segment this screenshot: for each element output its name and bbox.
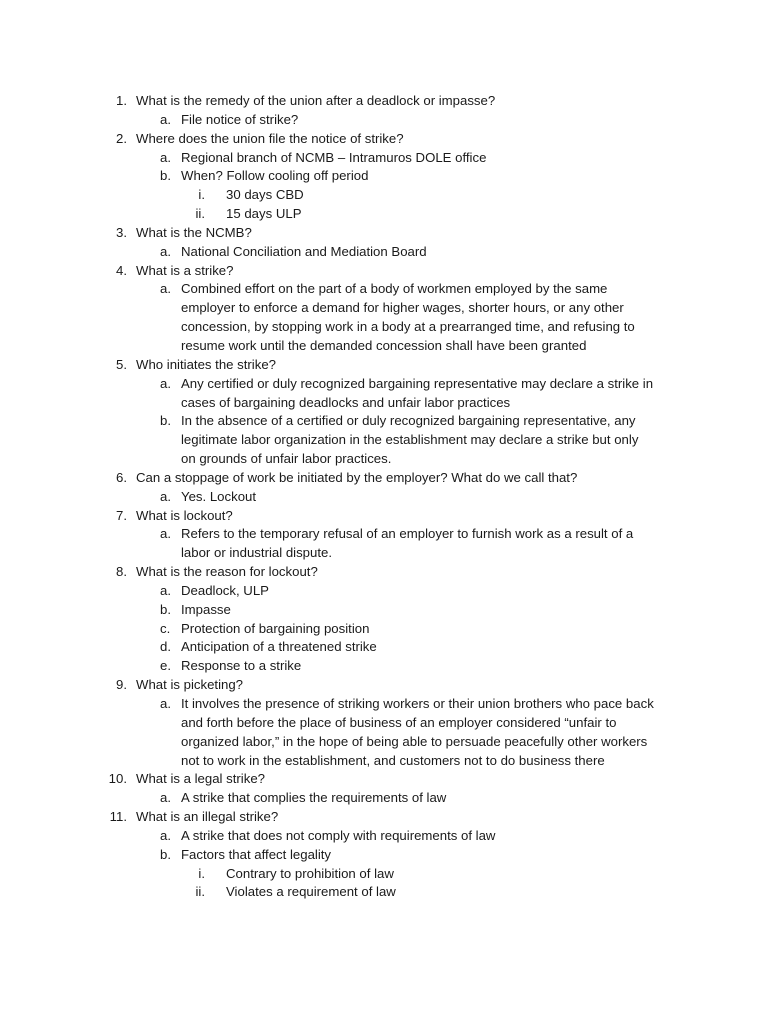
answer-text: It involves the presence of striking workers or their union brothers who pace back [181,696,654,711]
question-text: What is an illegal strike? [136,809,279,825]
answer-text: Response to a strike [181,658,302,674]
question-text: What is the reason for lockout? [136,564,318,580]
answer-text: not to work in the establishment, and customers not to do business there [181,752,605,768]
answer-text: Protection of bargaining position [181,620,370,636]
sub-marker: i. [198,865,205,881]
answer-continuation [0,299,768,318]
answer-continuation [0,752,768,771]
answer-marker: b. [160,601,171,617]
answer-continuation [0,733,768,752]
answer-marker: a. [160,827,171,843]
answer-item [0,167,768,186]
question-item [0,507,768,526]
question-text: What is lockout? [136,507,233,523]
question-text: What is the remedy of the union after a deadlock or impasse? [136,93,496,108]
answer-text: In the absence of a certified or duly recognized bargaining representative, any [181,413,636,429]
answer-item [0,375,768,394]
answer-marker: a. [160,582,171,598]
answer-marker: a. [160,790,171,806]
answer-text: When? Follow cooling off period [181,168,369,184]
sub-item [0,865,768,884]
answer-marker: a. [160,375,171,391]
question-item [0,770,768,789]
sub-item [0,205,768,224]
question-item [0,130,768,149]
question-number: 1. [116,93,127,108]
answer-text: Anticipation of a threatened strike [181,639,377,655]
answer-text: A strike that complies the requirements of law [181,790,447,806]
answer-marker: a. [160,281,171,297]
answer-continuation [0,318,768,337]
question-item [0,262,768,281]
question-list [0,92,768,902]
answer-text: Yes. Lockout [181,488,257,504]
answer-text: resume work until the demanded concession shall have been granted [181,337,587,353]
question-text: What is picketing? [136,677,244,693]
answer-item [0,111,768,130]
question-number: 11. [109,809,127,825]
answer-text: Any certified or duly recognized bargaining representative may declare a strike in [181,375,654,391]
answer-marker: a. [160,149,171,165]
answer-text: on grounds of unfair labor practices. [181,451,392,467]
question-text: What is a strike? [136,262,234,278]
question-number: 7. [116,507,127,523]
answer-marker: e. [160,658,171,674]
question-text: Who initiates the strike? [136,356,276,372]
question-number: 3. [116,224,127,240]
question-text: What is the NCMB? [136,224,252,240]
answer-marker: d. [160,639,171,655]
question-number: 6. [116,469,127,485]
answer-text: employer to enforce a demand for higher wages, shorter hours, or any other [181,300,624,316]
sub-text: 15 days ULP [226,206,302,222]
answer-marker: a. [160,111,171,127]
answer-item [0,827,768,846]
sub-text: 30 days CBD [226,187,304,203]
answer-text: File notice of strike? [181,111,299,127]
answer-text: cases of bargaining deadlocks and unfair labor practices [181,394,511,410]
answer-item [0,149,768,168]
answer-item [0,412,768,431]
question-item [0,224,768,243]
answer-item [0,582,768,601]
sub-item [0,883,768,902]
answer-marker: b. [160,846,171,862]
question-text: Where does the union file the notice of strike? [136,130,404,146]
question-item [0,356,768,375]
sub-text: Violates a requirement of law [226,884,396,900]
answer-marker: c. [160,620,171,636]
answer-marker: b. [160,413,171,429]
answer-text: Refers to the temporary refusal of an employer to furnish work as a result of a [181,526,634,542]
answer-item [0,657,768,676]
question-item [0,563,768,582]
answer-continuation [0,714,768,733]
answer-item [0,601,768,620]
answer-text: Impasse [181,601,231,617]
answer-text: labor or industrial dispute. [181,545,333,561]
answer-continuation [0,544,768,563]
sub-marker: i. [198,187,205,203]
answer-text: A strike that does not comply with requirements of law [181,827,496,843]
question-number: 2. [116,130,127,146]
answer-item [0,789,768,808]
question-text: What is a legal strike? [136,771,265,787]
answer-marker: b. [160,168,171,184]
sub-text: Contrary to prohibition of law [226,865,394,881]
question-number: 5. [116,356,127,372]
question-item [0,469,768,488]
answer-text: and forth before the place of business of an employer considered “unfair to [181,714,617,730]
answer-marker: a. [160,526,171,542]
sub-marker: ii. [195,206,205,222]
answer-item [0,243,768,262]
question-item [0,676,768,695]
answer-continuation [0,431,768,450]
answer-text: concession, by stopping work in a body at a prearranged time, and refusing to [181,319,635,335]
question-item [0,92,768,111]
question-number: 9. [116,677,127,693]
answer-item [0,695,768,714]
answer-item [0,488,768,507]
answer-item [0,638,768,657]
question-item [0,808,768,827]
answer-text: Factors that affect legality [181,846,332,862]
answer-item [0,846,768,865]
answer-marker: a. [160,696,171,711]
answer-continuation [0,450,768,469]
answer-text: Deadlock, ULP [181,582,269,598]
answer-marker: a. [160,243,171,259]
answer-text: organized labor,” in the hope of being able to persuade peacefully other workers [181,733,648,749]
answer-marker: a. [160,488,171,504]
answer-item [0,525,768,544]
answer-text: legitimate labor organization in the establishment may declare a strike but only [181,432,639,448]
question-number: 4. [116,262,127,278]
sub-marker: ii. [195,884,205,900]
answer-item [0,280,768,299]
answer-continuation [0,337,768,356]
answer-continuation [0,394,768,413]
question-number: 10. [108,771,127,787]
answer-text: Combined effort on the part of a body of workmen employed by the same [181,281,608,297]
answer-text: Regional branch of NCMB – Intramuros DOLE office [181,149,487,165]
answer-text: National Conciliation and Mediation Board [181,243,427,259]
answer-item [0,620,768,639]
sub-item [0,186,768,205]
question-number: 8. [116,564,127,580]
question-text: Can a stoppage of work be initiated by the employer? What do we call that? [136,469,578,485]
